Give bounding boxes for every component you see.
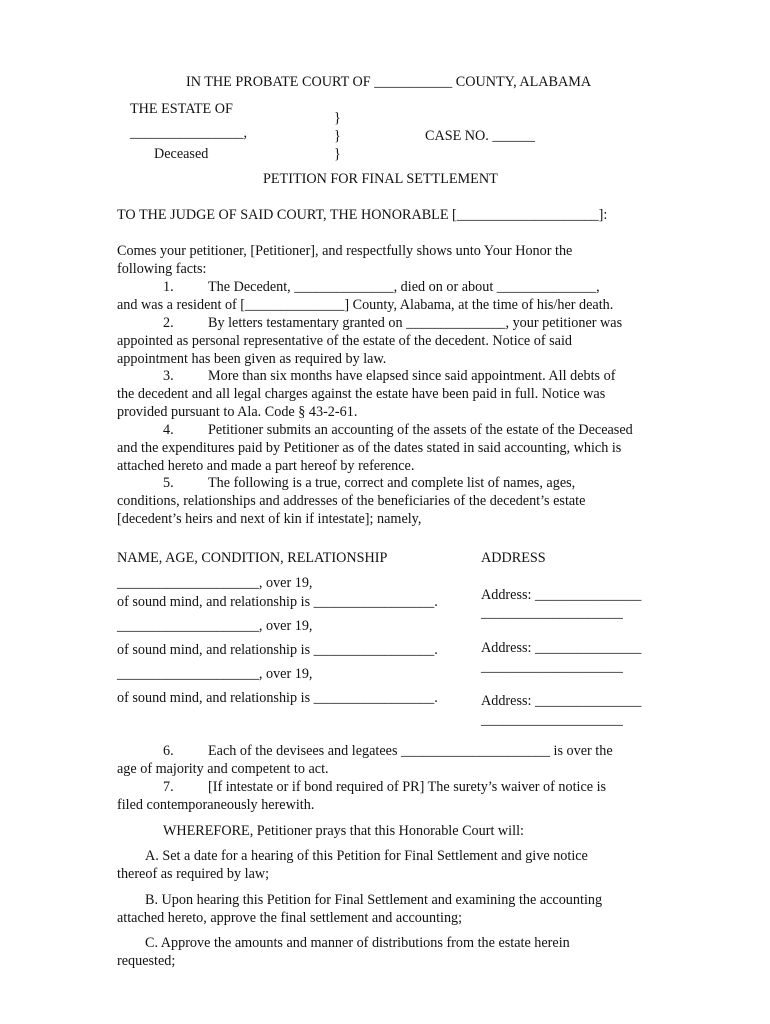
paragraph-text: provided pursuant to Ala. Code § 43-2-61. — [117, 404, 358, 420]
paragraph-number: 3. — [163, 368, 174, 384]
paragraph-number: 7. — [163, 779, 174, 795]
beneficiary-relation-line: of sound mind, and relationship is _________________. — [117, 690, 438, 706]
court-heading: IN THE PROBATE COURT OF ___________ COUNTY, ALABAMA — [186, 74, 592, 90]
beneficiary-address-blank: ____________________ — [481, 605, 623, 621]
prayer-text: C. Approve the amounts and manner of distributions from the estate herein — [145, 935, 570, 951]
address-to-judge: TO THE JUDGE OF SAID COURT, THE HONORABLE [____________________]: — [117, 207, 608, 223]
caption-brace: } — [334, 110, 341, 126]
prayer-text: A. Set a date for a hearing of this Petition for Final Settlement and give notice — [145, 848, 588, 864]
beneficiary-column-header: NAME, AGE, CONDITION, RELATIONSHIP — [117, 550, 388, 566]
beneficiary-relation-line: of sound mind, and relationship is _________________. — [117, 594, 438, 610]
beneficiary-address-line: Address: _______________ — [481, 640, 642, 656]
paragraph-text: By letters testamentary granted on ______________, your petitioner was — [208, 315, 623, 331]
paragraph-text: Petitioner submits an accounting of the assets of the estate of the Deceased — [208, 422, 633, 438]
decedent-name-blank: ________________, — [130, 125, 248, 141]
paragraph-text: attached hereto and made a part hereof by reference. — [117, 458, 415, 474]
caption-brace: } — [334, 146, 341, 162]
paragraph-text: and was a resident of [______________] County, Alabama, at the time of his/her death. — [117, 297, 614, 313]
paragraph-text: The Decedent, ______________, died on or about ______________, — [208, 279, 600, 295]
prayer-text: attached hereto, approve the final settlement and accounting; — [117, 910, 463, 926]
paragraph-text: [decedent’s heirs and next of kin if intestate]; namely, — [117, 511, 422, 527]
paragraph-text: and the expenditures paid by Petitioner as of the dates stated in said accounting, which is — [117, 440, 622, 456]
intro-line: Comes your petitioner, [Petitioner], and respectfully shows unto Your Honor the — [117, 243, 573, 259]
deceased-label: Deceased — [154, 146, 209, 162]
paragraph-text: age of majority and competent to act. — [117, 761, 329, 777]
beneficiary-name-line: ____________________, over 19, — [117, 666, 313, 682]
paragraph-text: conditions, relationships and addresses of the beneficiaries of the decedent’s estate — [117, 493, 586, 509]
paragraph-text: appointment has been given as required by law. — [117, 351, 387, 367]
paragraph-text: appointed as personal representative of the estate of the decedent. Notice of said — [117, 333, 572, 349]
intro-line: following facts: — [117, 261, 207, 277]
document-title: PETITION FOR FINAL SETTLEMENT — [263, 171, 498, 187]
paragraph-text: [If intestate or if bond required of PR] The surety’s waiver of notice is — [208, 779, 607, 795]
paragraph-number: 5. — [163, 475, 174, 491]
paragraph-number: 6. — [163, 743, 174, 759]
paragraph-text: Each of the devisees and legatees _____________________ is over the — [208, 743, 613, 759]
caption-brace: } — [334, 128, 341, 144]
beneficiary-address-line: Address: _______________ — [481, 693, 642, 709]
beneficiary-address-blank: ____________________ — [481, 659, 623, 675]
wherefore-clause: WHEREFORE, Petitioner prays that this Honorable Court will: — [163, 823, 524, 839]
prayer-text: B. Upon hearing this Petition for Final Settlement and examining the accounting — [145, 892, 603, 908]
prayer-text: requested; — [117, 953, 176, 969]
paragraph-number: 4. — [163, 422, 174, 438]
paragraph-text: filed contemporaneously herewith. — [117, 797, 315, 813]
beneficiary-address-blank: ____________________ — [481, 712, 623, 728]
beneficiary-name-line: ____________________, over 19, — [117, 618, 313, 634]
paragraph-text: the decedent and all legal charges against the estate have been paid in full. Notice was — [117, 386, 606, 402]
beneficiary-address-line: Address: _______________ — [481, 587, 642, 603]
beneficiary-relation-line: of sound mind, and relationship is _________________. — [117, 642, 438, 658]
paragraph-text: More than six months have elapsed since said appointment. All debts of — [208, 368, 616, 384]
prayer-text: thereof as required by law; — [117, 866, 270, 882]
beneficiary-name-line: ____________________, over 19, — [117, 575, 313, 591]
paragraph-number: 2. — [163, 315, 174, 331]
address-column-header: ADDRESS — [481, 550, 546, 566]
paragraph-text: The following is a true, correct and complete list of names, ages, — [208, 475, 576, 491]
estate-of-label: THE ESTATE OF — [130, 101, 233, 117]
case-number: CASE NO. ______ — [425, 128, 535, 144]
paragraph-number: 1. — [163, 279, 174, 295]
